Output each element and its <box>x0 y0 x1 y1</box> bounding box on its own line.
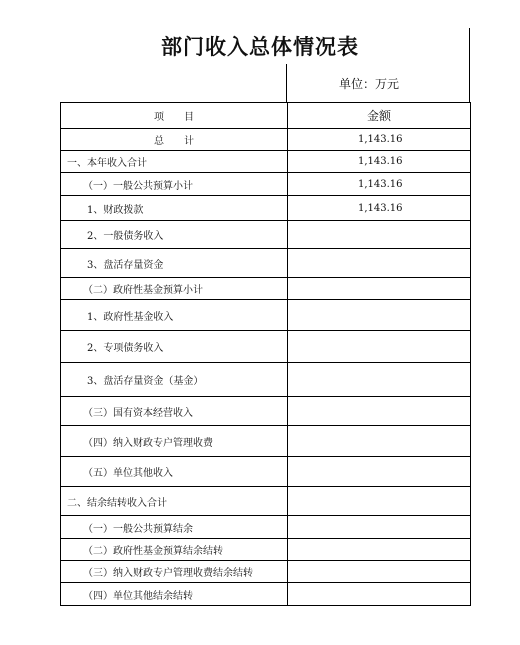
table-row <box>61 363 471 397</box>
row-label: 总 计 <box>61 129 288 151</box>
table-row <box>61 426 471 457</box>
header-amount: 金额 <box>288 103 471 129</box>
row-label: 3、盘活存量资金（基金） <box>61 363 288 397</box>
income-table <box>60 102 471 606</box>
row-amount <box>288 249 471 278</box>
row-label: （四）单位其他结余结转 <box>61 583 288 606</box>
table-row <box>61 539 471 561</box>
row-label: 3、盘活存量资金 <box>61 249 288 278</box>
table-row <box>61 331 471 363</box>
row-amount: 1,143.16 <box>288 151 471 173</box>
row-label: 二、结余结转收入合计 <box>61 487 288 516</box>
row-amount <box>288 457 471 487</box>
row-label: （一）一般公共预算结余 <box>61 516 288 539</box>
table-row <box>61 300 471 331</box>
table-row <box>61 583 471 606</box>
row-amount <box>288 561 471 583</box>
row-amount <box>288 331 471 363</box>
right-border-line <box>469 28 470 64</box>
row-label: 2、专项债务收入 <box>61 331 288 363</box>
row-amount <box>288 397 471 426</box>
row-amount: 1,143.16 <box>288 129 471 151</box>
row-amount <box>288 300 471 331</box>
row-amount <box>288 278 471 300</box>
table-row <box>61 151 471 173</box>
unit-label: 单位：万元 <box>339 77 400 91</box>
table-row <box>61 221 471 249</box>
row-label: （三）纳入财政专户管理收费结余结转 <box>61 561 288 583</box>
row-label: （一）一般公共预算小计 <box>61 173 288 196</box>
row-label: （三）国有资本经营收入 <box>61 397 288 426</box>
row-amount <box>288 426 471 457</box>
row-label: 2、一般债务收入 <box>61 221 288 249</box>
page-title: 部门收入总体情况表 <box>161 34 359 59</box>
row-label: 1、财政拨款 <box>61 196 288 221</box>
table-header-row <box>61 103 471 129</box>
unit-right-line <box>469 64 470 103</box>
row-amount: 1,143.16 <box>288 173 471 196</box>
row-amount <box>288 363 471 397</box>
row-amount: 1,143.16 <box>288 196 471 221</box>
table-row <box>61 397 471 426</box>
table-row <box>61 173 471 196</box>
row-label: （二）政府性基金预算小计 <box>61 278 288 300</box>
row-amount <box>288 583 471 606</box>
row-amount <box>288 221 471 249</box>
row-label: 一、本年收入合计 <box>61 151 288 173</box>
table-row <box>61 487 471 516</box>
row-label: （四）纳入财政专户管理收费 <box>61 426 288 457</box>
row-label: （五）单位其他收入 <box>61 457 288 487</box>
table-row <box>61 278 471 300</box>
row-label: （二）政府性基金预算结余结转 <box>61 539 288 561</box>
unit-divider-line <box>286 64 287 103</box>
header-item: 项 目 <box>61 103 288 129</box>
table-row <box>61 196 471 221</box>
table-row <box>61 129 471 151</box>
table-row <box>61 249 471 278</box>
table-row <box>61 561 471 583</box>
table-row <box>61 457 471 487</box>
row-label: 1、政府性基金收入 <box>61 300 288 331</box>
row-amount <box>288 539 471 561</box>
table-row <box>61 516 471 539</box>
row-amount <box>288 516 471 539</box>
row-amount <box>288 487 471 516</box>
